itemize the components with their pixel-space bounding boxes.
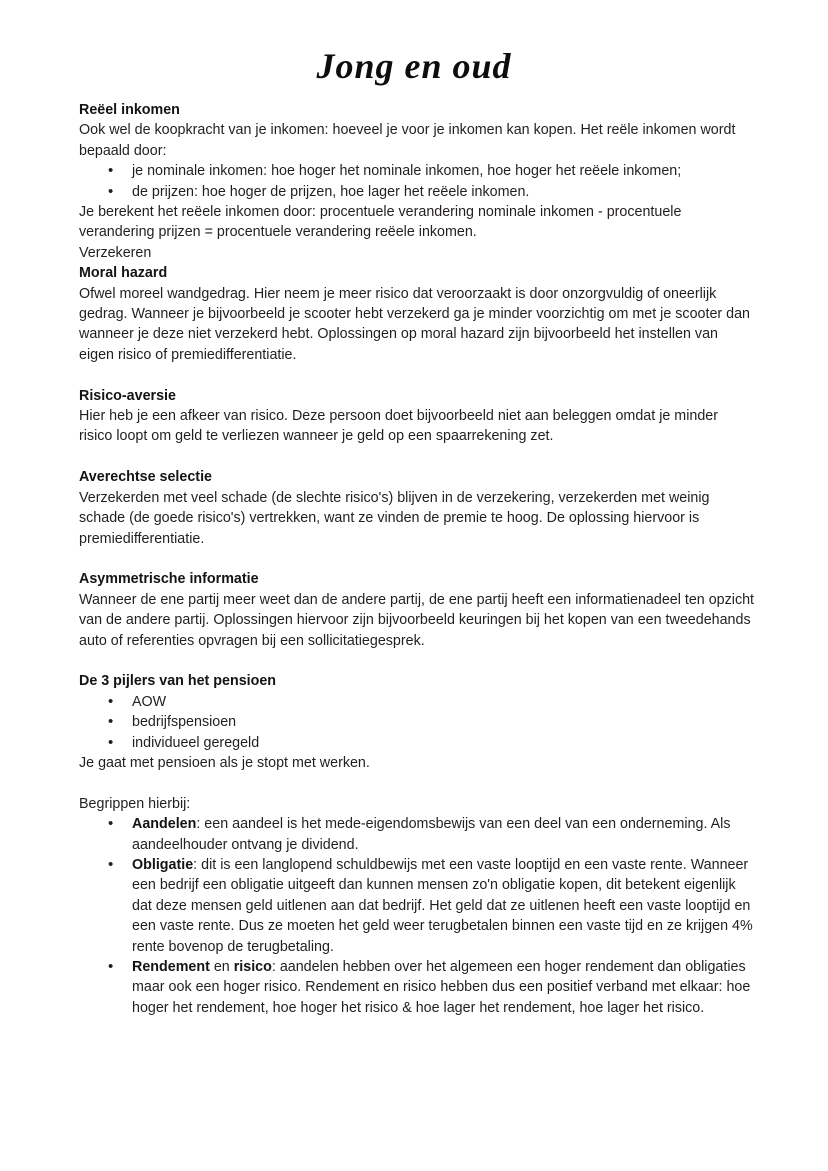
heading-reeel-inkomen: Reëel inkomen <box>79 102 180 118</box>
term-description: : dit is een langlopend schuldbewijs met een vaste looptijd en een vaste rente. Wanneer een bedrijf een obligatie uitgeeft dan kunnen mensen zo'n obligatie kopen, dit betekent eigenlijk dat deze mensen geld uitlenen aan dat bedrijf. Het geld dat ze uitlenen heeft een vaste looptijd en een vaste rente. Dus ze moeten het geld weer terugbetalen binnen een vaste tijd en ze krijgen 4% rente bovenop de terugbetaling. <box>132 856 753 955</box>
term-label: risico <box>233 958 272 975</box>
heading-risico-aversie: Risico-aversie <box>79 387 176 404</box>
heading-moral-hazard: Moral hazard <box>79 265 168 282</box>
list-item: • AOW <box>79 692 755 712</box>
paragraph-begrippen-hierbij: Begrippen hierbij: <box>79 795 191 812</box>
heading-asymmetrische-informatie: Asymmetrische informatie <box>79 571 259 588</box>
document-body <box>79 100 755 1018</box>
list-item: • individueel geregeld <box>79 733 755 753</box>
list-begrippen <box>79 814 755 1018</box>
paragraph-reeel-inkomen-intro: Ook wel de koopkracht van je inkomen: hoeveel je voor je inkomen kan kopen. Het reële inkomen wordt bepaald door: <box>79 122 736 159</box>
paragraph-verzekeren: Verzekeren <box>79 244 152 261</box>
term-label: Obligatie <box>132 856 194 873</box>
term-description: en <box>209 958 234 975</box>
list-item: • de prijzen: hoe hoger de prijzen, hoe lager het reëele inkomen. <box>79 182 755 202</box>
paragraph-asymmetrische-informatie: Wanneer de ene partij meer weet dan de andere partij, de ene partij heeft een informatienadeel ten opzicht van de andere partij. Oplossingen hiervoor zijn bijvoorbeeld keuringen bij het kopen van een tweedehands auto of referenties opvragen bij een sollicitatiegesprek. <box>79 591 755 649</box>
spacer-after-asymmetrische-informatie <box>79 651 755 671</box>
spacer-after-moral-hazard <box>79 365 755 385</box>
spacer-before-begrippen <box>79 773 755 793</box>
heading-averechtse-selectie: Averechtse selectie <box>79 469 212 486</box>
term-label: Aandelen <box>132 816 197 833</box>
list-item: • bedrijfspensioen <box>79 712 755 732</box>
paragraph-pensioen-werken: Je gaat met pensioen als je stopt met werken. <box>79 754 370 771</box>
list-item: • je nominale inkomen: hoe hoger het nominale inkomen, hoe hoger het reëele inkomen; <box>79 161 755 181</box>
list-pijlers-pensioen <box>79 692 755 753</box>
paragraph-risico-aversie: Hier heb je een afkeer van risico. Deze persoon doet bijvoorbeeld niet aan beleggen omdat je minder risico loopt om geld te verliezen wanneer je geld op een spaarrekening zet. <box>79 408 718 445</box>
list-item-rendement-en-risico <box>79 957 755 1018</box>
list-reeel-inkomen-factoren <box>79 161 755 202</box>
paragraph-reeel-inkomen-berekening: Je berekent het reëele inkomen door: procentuele verandering nominale inkomen - procentuele verandering prijzen = procentuele verandering reëele inkomen. <box>79 204 682 241</box>
term-description: : een aandeel is het mede-eigendomsbewijs van een deel van een onderneming. Als aandeelhouder ontvang je dividend. <box>132 816 731 853</box>
term-description: : aandelen hebben over het algemeen een hoger rendement dan obligaties maar ook een hoger risico. Rendement en risico hebben dus een positief verband met elkaar: hoe hoger het rendement, hoe hoger het risico & hoe lager het rendement, hoe lager het risico. <box>132 958 751 1016</box>
page-title: Jong en oud <box>316 46 512 86</box>
paragraph-moral-hazard: Ofwel moreel wandgedrag. Hier neem je meer risico dat veroorzaakt is door onzorgvuldig of oneerlijk gedrag. Wanneer je bijvoorbeeld je scooter hebt verzekerd ga je minder voorzichtig om met je scooter dan wanneer je deze niet verzekerd hebt. Oplossingen op moral hazard zijn bijvoorbeeld het instellen van eigen risico of premiedifferentiatie. <box>79 285 750 363</box>
paragraph-averechtse-selectie: Verzekerden met veel schade (de slechte risico's) blijven in de verzekering, verzekerden met weinig schade (de goede risico's) vertrekken, want ze vinden de premie te hoog. De oplossing hiervoor is premiedifferentiatie. <box>79 489 710 547</box>
heading-drie-pijlers-pensioen: De 3 pijlers van het pensioen <box>79 673 277 690</box>
spacer-after-averechtse-selectie <box>79 549 755 569</box>
term-label: Rendement <box>132 958 210 975</box>
list-item-obligatie <box>79 855 755 957</box>
spacer-after-risico-aversie <box>79 447 755 467</box>
list-item-aandelen <box>79 814 755 855</box>
